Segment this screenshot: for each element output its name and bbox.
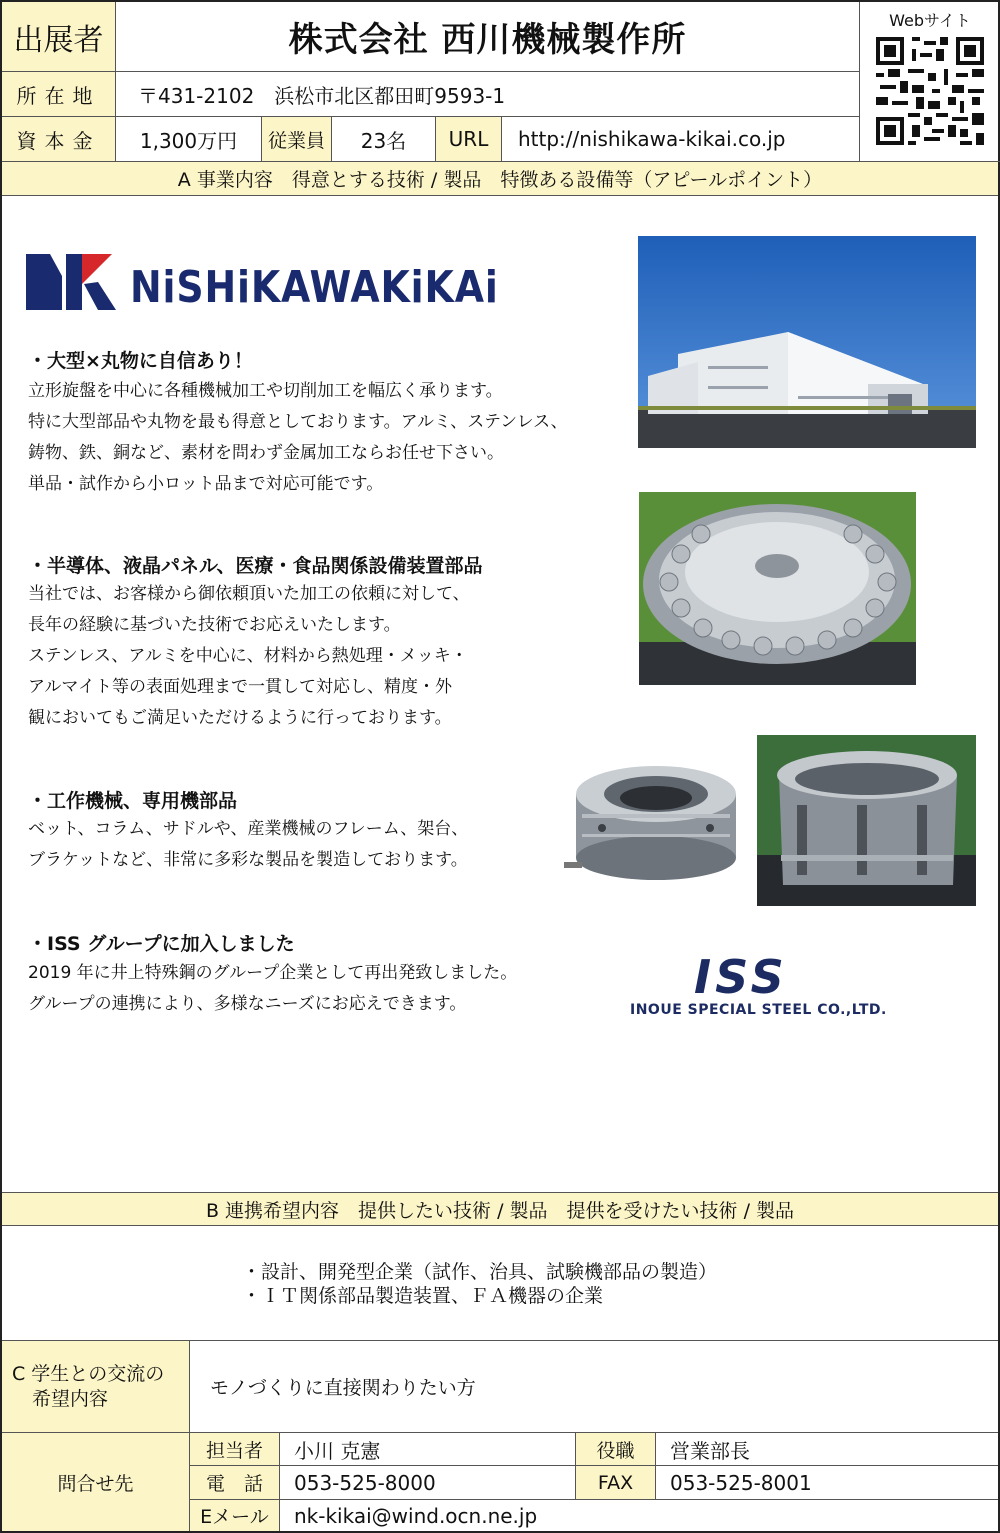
- person-label-text: 担当者: [205, 1439, 263, 1462]
- employees-label: [262, 117, 332, 162]
- wafer-plate-photo: [639, 492, 916, 685]
- body-line: 鋳物、鉄、銅など、素材を問わず金属加工ならお任せ下さい。: [28, 443, 504, 463]
- website-label: Webサイト: [889, 11, 971, 30]
- phone-number[interactable]: 053-525-8000: [294, 1470, 436, 1495]
- list-item: ・設計、開発型企業（試作、治具、試験機部品の製造）: [242, 1261, 718, 1283]
- email-label-text: Eメール: [200, 1506, 269, 1528]
- person-value-text: 小川 克憲: [294, 1438, 381, 1463]
- body-line: 特に大型部品や丸物を最も得意としております。アルミ、ステンレス、: [28, 412, 568, 432]
- nishikawa-logo-mark-icon: [26, 254, 116, 310]
- email-value[interactable]: [280, 1499, 998, 1531]
- exhibitor-label: [2, 2, 116, 72]
- company-name-text: 株式会社 西川機械製作所: [288, 20, 687, 60]
- list-item: ・ＩＴ関係部品製造装置、ＦＡ機器の企業: [242, 1285, 604, 1307]
- body-line: アルマイト等の表面処理まで一貫して対応し、精度・外: [28, 677, 452, 697]
- employees-value: [332, 117, 436, 162]
- section-a-title-text: A 事業内容 得意とする技術 / 製品 特徴ある設備等（アピールポイント）: [177, 169, 823, 191]
- fax-label-text: FAX: [597, 1471, 634, 1494]
- body-line: 当社では、お客様から御依頼頂いた加工の依頼に対して、: [28, 584, 470, 604]
- section-b-list: [242, 1260, 717, 1308]
- body-line: 立形旋盤を中心に各種機械加工や切削加工を幅広く承ります。: [28, 381, 503, 401]
- section-a-title: [2, 162, 998, 196]
- job-title-value-text: 営業部長: [670, 1438, 750, 1463]
- body-line: ベット、コラム、サドルや、産業機械のフレーム、架台、: [28, 819, 469, 839]
- fax-number: 053-525-8001: [670, 1470, 812, 1495]
- contact-label-text: 問合せ先: [57, 1472, 134, 1495]
- section-c-value: [190, 1340, 998, 1432]
- person-label: [190, 1432, 280, 1465]
- capital-value: [116, 117, 262, 162]
- contact-label: [2, 1432, 190, 1531]
- location-value-text: 〒431-2102 浜松市北区都田町9593-1: [138, 83, 506, 108]
- body-line: 観においてもご満足いただけるように行っております。: [28, 708, 452, 728]
- section-c-label: [2, 1340, 190, 1432]
- body-line: ステンレス、アルミを中心に、材料から熱処理・メッキ・: [28, 646, 468, 666]
- capital-value-text: 1,300万円: [139, 128, 238, 153]
- body-line: 2019 年に井上特殊鋼のグループ企業として再出発致しました。: [28, 963, 518, 983]
- fax-value: [656, 1465, 998, 1499]
- url-value[interactable]: [502, 117, 860, 162]
- email-label: [190, 1499, 280, 1531]
- employees-value-text: 23名: [360, 128, 407, 153]
- section-c-value-text: モノづくりに直接関わりたい方: [210, 1377, 476, 1399]
- company-name: [116, 2, 860, 72]
- item-body-semiconductor: [28, 579, 628, 734]
- location-label: [2, 72, 116, 117]
- qr-code-icon[interactable]: [876, 37, 984, 145]
- phone-label: [190, 1465, 280, 1499]
- body-line: 長年の経験に基づいた技術でお応えいたします。: [28, 615, 401, 635]
- iss-logo-subtext: INOUE SPECIAL STEEL CO.,LTD.: [630, 1002, 887, 1018]
- nishikawa-logo-text: NiSHiKAWAKiKAi: [130, 262, 499, 313]
- phone-value[interactable]: [280, 1465, 576, 1499]
- section-b-title: [2, 1192, 998, 1226]
- url-link[interactable]: http://nishikawa-kikai.co.jp: [518, 127, 786, 151]
- job-title-value: [656, 1432, 998, 1465]
- section-c-label-line2: 希望内容: [32, 1387, 109, 1410]
- item-body-iss-group: [28, 958, 608, 1020]
- item-body-large-round: [28, 376, 628, 500]
- email-link[interactable]: nk-kikai@wind.ocn.ne.jp: [294, 1503, 538, 1528]
- item-heading-machine-tools: ・工作機械、専用機部品: [28, 790, 238, 812]
- frame-part-photo: [757, 735, 976, 906]
- item-heading-semiconductor: ・半導体、液晶パネル、医療・食品関係設備装置部品: [28, 555, 483, 577]
- employees-label-text: 従業員: [267, 129, 325, 152]
- fax-label: [576, 1465, 656, 1499]
- website-qr-block[interactable]: [860, 2, 1000, 162]
- section-b-title-text: B 連携希望内容 提供したい技術 / 製品 提供を受けたい技術 / 製品: [205, 1199, 795, 1222]
- url-label: [436, 117, 502, 162]
- exhibitor-label-text: 出展者: [13, 22, 104, 58]
- item-body-machine-tools: [28, 814, 568, 876]
- body-line: ブラケットなど、非常に多彩な製品を製造しております。: [28, 850, 468, 870]
- iss-logo-text: ISS: [694, 950, 788, 1004]
- job-title-label-text: 役職: [596, 1439, 635, 1462]
- url-label-text: URL: [448, 127, 489, 151]
- section-c-label-line1: C 学生との交流の: [12, 1362, 165, 1385]
- item-heading-large-round: ・大型×丸物に自信あり！: [28, 350, 253, 372]
- ring-part-photo: [562, 754, 750, 888]
- factory-building-photo: [638, 236, 976, 448]
- phone-label-text: 電 話: [205, 1473, 263, 1495]
- item-heading-iss-group: ・ISS グループに加入しました: [28, 933, 295, 955]
- job-title-label: [576, 1432, 656, 1465]
- capital-label-text: 資本金: [16, 128, 101, 153]
- location-value: [116, 72, 860, 117]
- body-line: 単品・試作から小ロット品まで対応可能です。: [28, 474, 384, 494]
- capital-label: [2, 117, 116, 162]
- location-label-text: 所在地: [16, 83, 101, 108]
- person-value: [280, 1432, 576, 1465]
- body-line: グループの連携により、多様なニーズにお応えできます。: [28, 994, 467, 1014]
